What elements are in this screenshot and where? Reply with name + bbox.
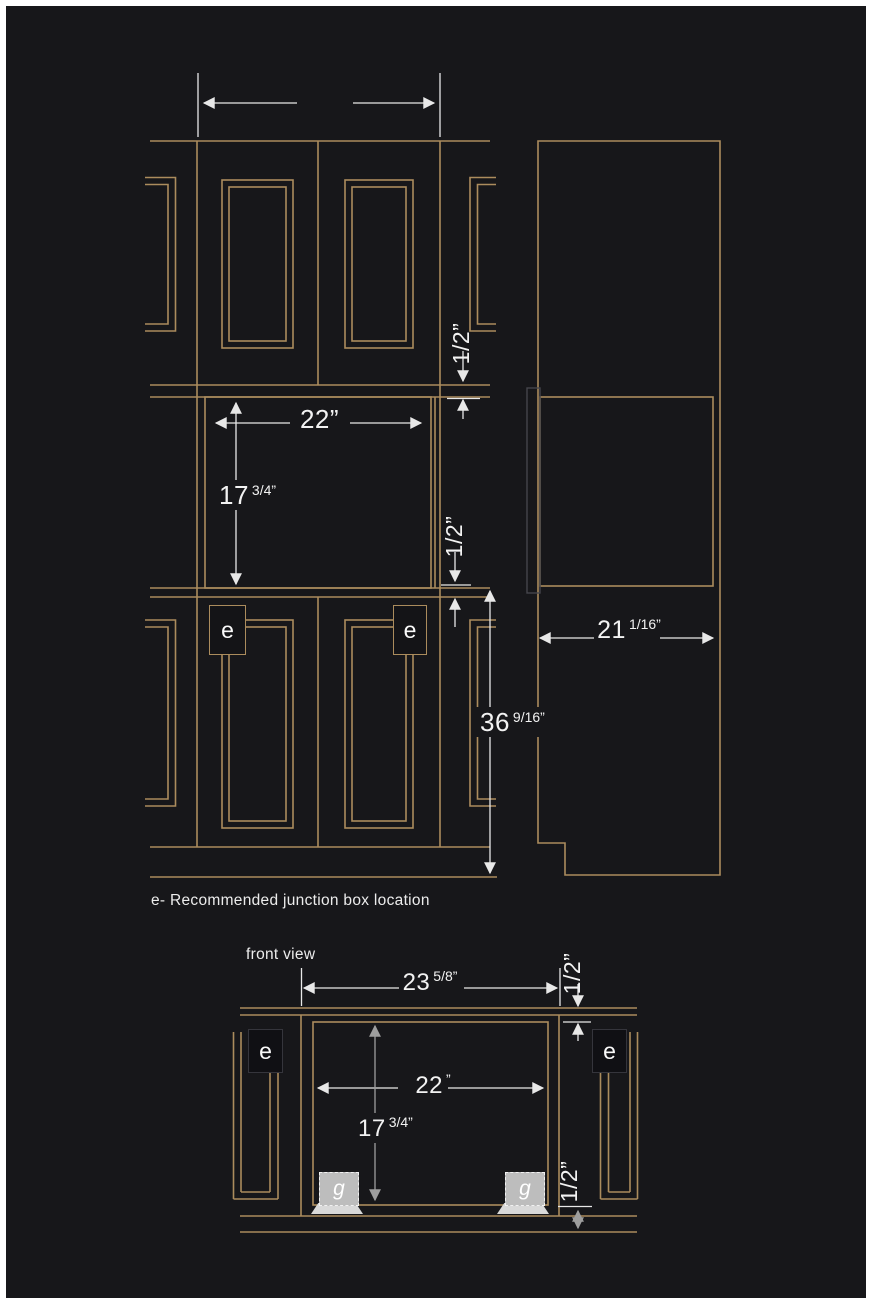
dim-front-bottom-reveal-label: 1/2” [556,1160,582,1203]
junction-box-label: e [403,616,417,643]
dim-niche-height-label: 17 $^{3/4”}$ [213,480,282,510]
dim-front-top-reveal-label: 1/2” [559,952,585,995]
dim-niche-width-label: 22” [299,404,340,434]
junction-box-marker [592,1029,627,1073]
dim-outer-width-label: 23 $^{5/8”}$ [402,968,458,996]
junction-box-marker [209,605,246,655]
dim-depth-label: 21 $^{1/16”}$ [597,616,661,644]
dim-inner-width-label: 22 ” [415,1071,451,1099]
side-view-linework [538,141,720,875]
junction-box-note: e- Recommended junction box location [151,892,430,909]
dim-height-from-floor-label: 36 $^{9/16”}$ [474,707,551,737]
ground-fixture-marker [505,1172,545,1206]
junction-box-marker [393,605,427,655]
ground-fixture-marker [319,1172,359,1206]
junction-box-label: e [221,616,234,643]
junction-box-label: e [603,1037,616,1064]
dim-bottom-reveal-label: 1/2” [441,515,467,558]
ground-fixture-label: g [519,1177,531,1200]
ground-fixture-label: g [333,1177,345,1200]
dim-top-reveal-label: 1/2” [448,322,474,365]
front-view-title: front view [246,946,316,963]
dim-inner-height-label: 17 $^{3/4”}$ [352,1113,419,1143]
junction-box-marker [248,1029,283,1073]
junction-box-label: e [259,1037,272,1064]
